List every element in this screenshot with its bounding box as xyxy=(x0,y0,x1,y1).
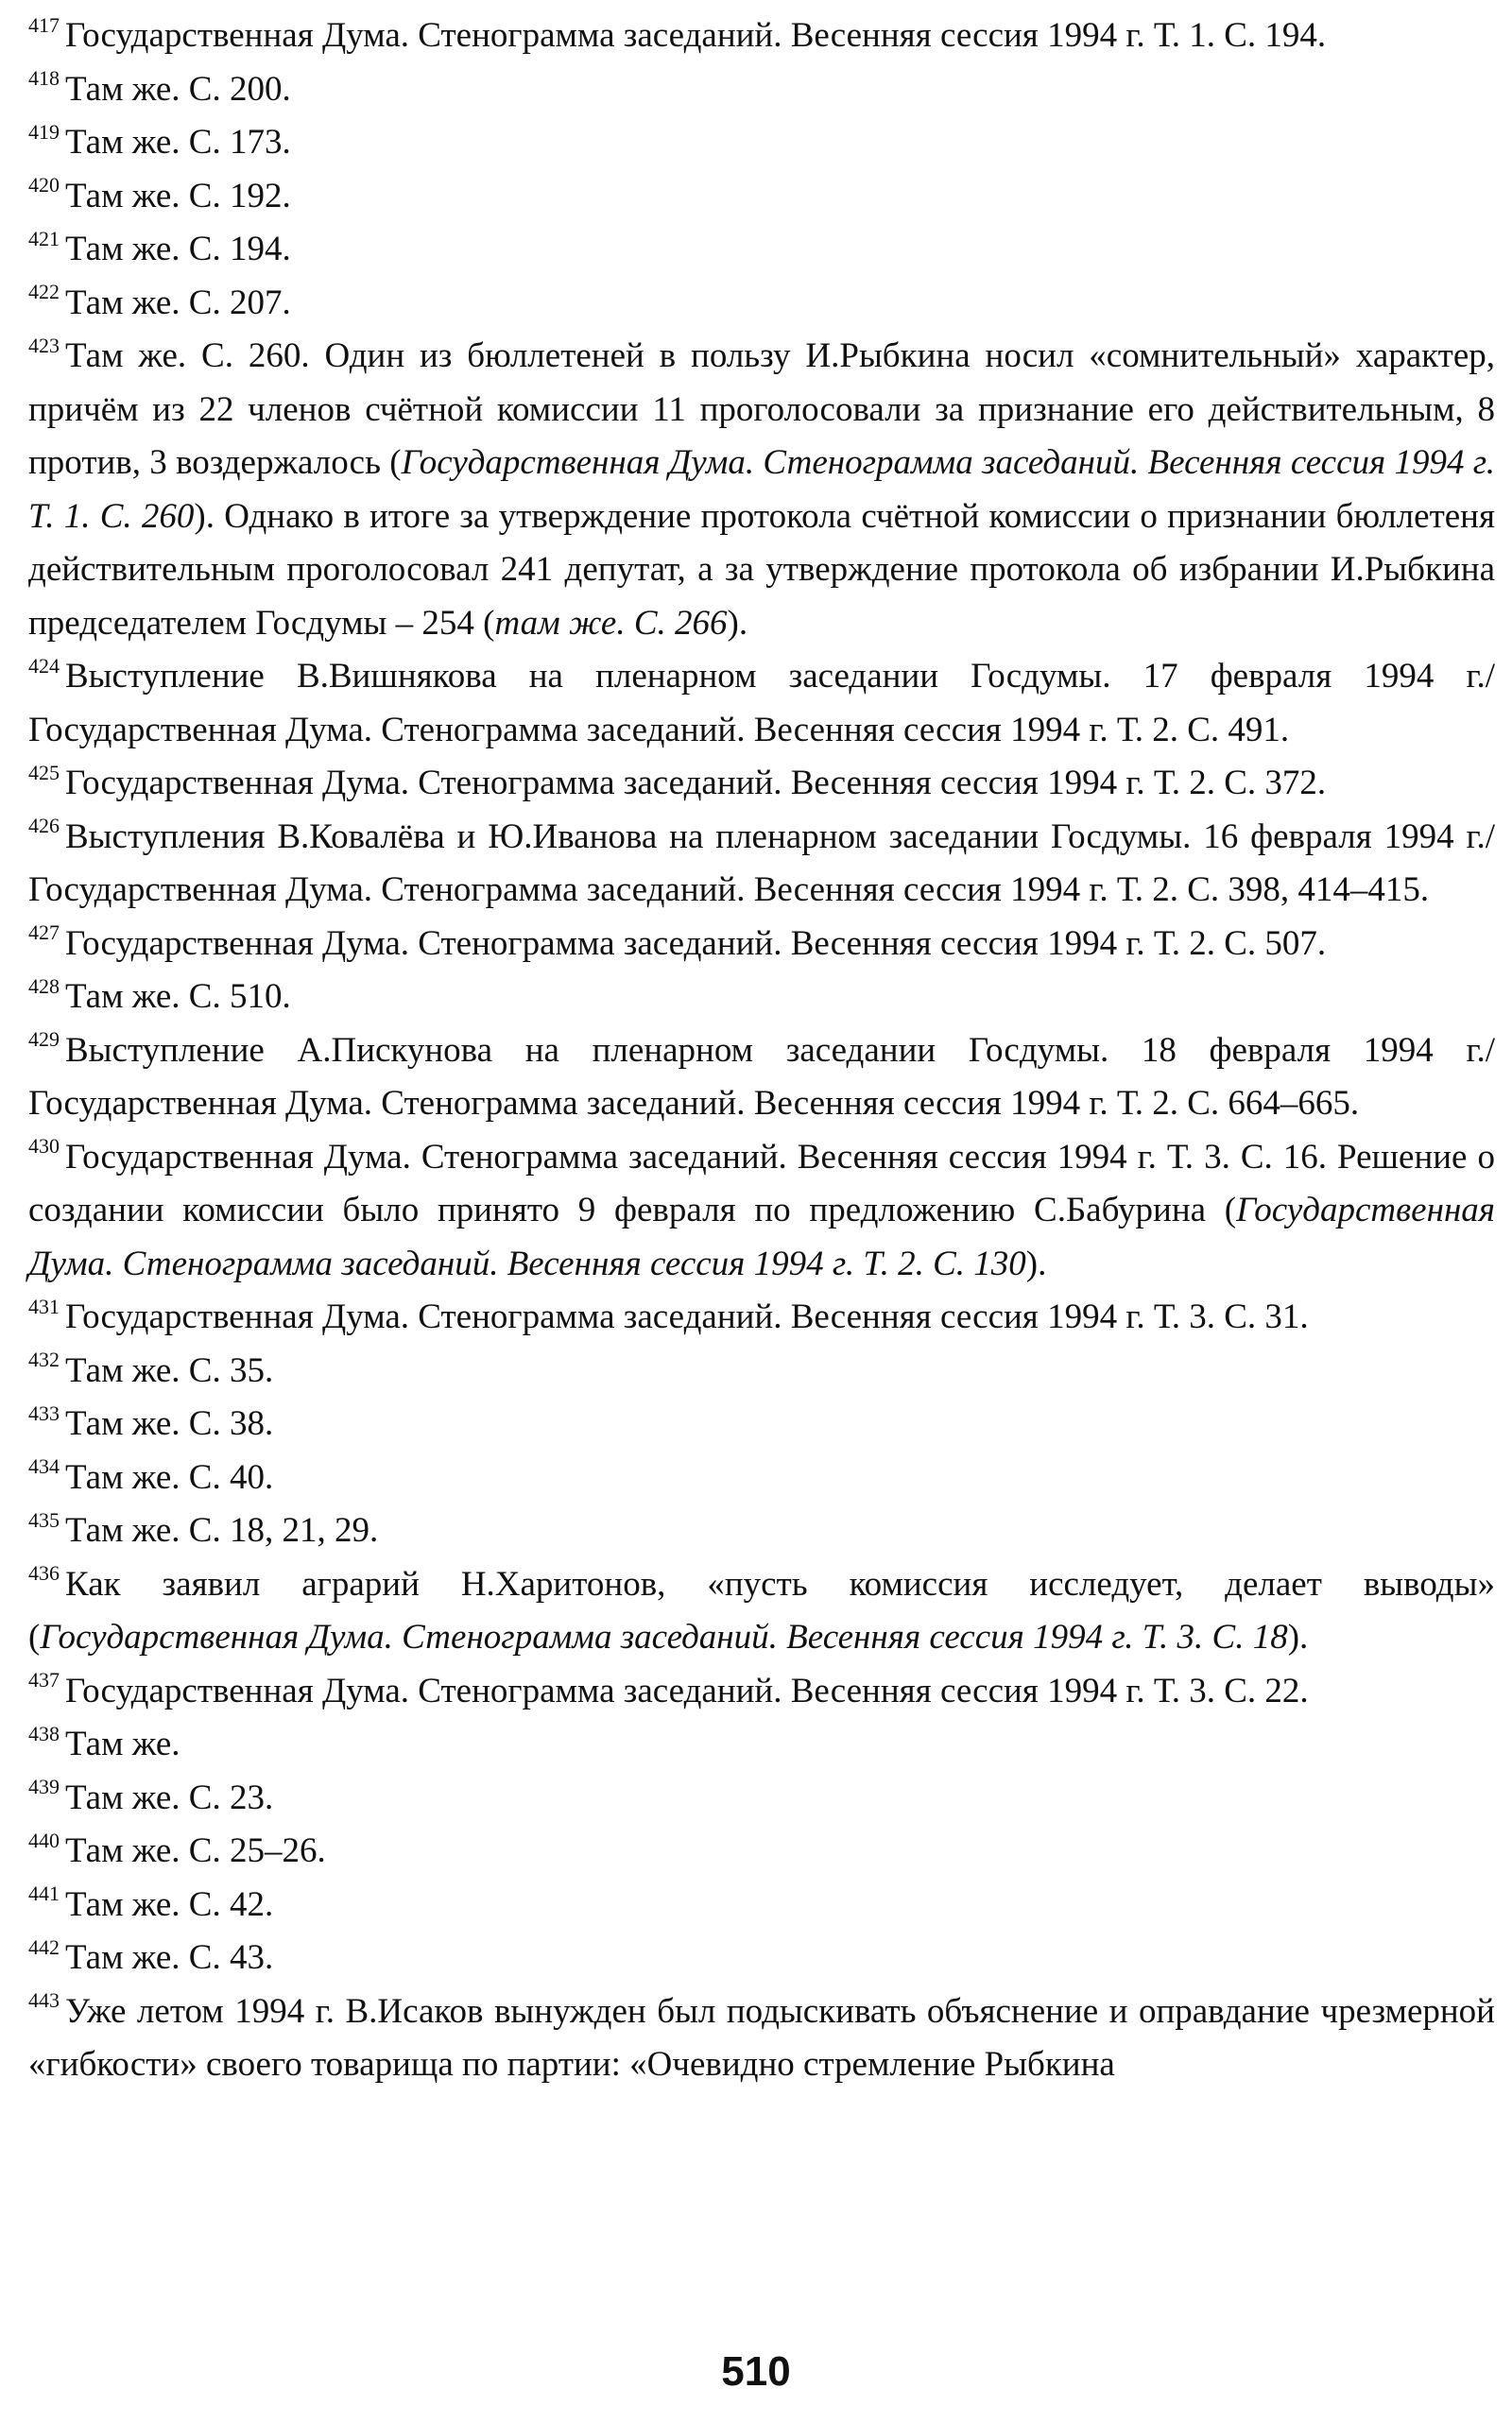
page-number: 510 xyxy=(721,2348,791,2395)
footnote-text: Там же. С. 35. xyxy=(65,1350,274,1390)
footnote-citation-italic: Государственная Дума. Стенограмма заседаний. Весенняя сессия 1994 г. Т. 1. С. 260 xyxy=(28,443,1495,536)
footnote-number: 417 xyxy=(28,12,60,37)
footnote xyxy=(28,918,1495,971)
footnote xyxy=(28,1825,1495,1879)
footnote xyxy=(28,1718,1495,1772)
footnote xyxy=(28,1879,1495,1933)
footnote-text: Там же. С. 200. xyxy=(65,69,291,109)
footnote-text: ). xyxy=(1287,1618,1309,1657)
footnote-number: 437 xyxy=(28,1668,60,1693)
footnote-number: 441 xyxy=(28,1882,60,1906)
footnote-text: Там же. С. 38. xyxy=(65,1404,274,1443)
footnote-number: 426 xyxy=(28,814,60,838)
footnote xyxy=(28,1932,1495,1985)
footnote-number: 442 xyxy=(28,1934,60,1959)
footnote-number: 425 xyxy=(28,760,60,784)
footnote-text: Там же. С. 260. Один из бюллетеней в пользу И.Рыбкина носил «сомнительный» характер, причём из 22 членов счётной комиссии 11 проголосовали за признание его действительным, 8 против, 3 воздержалось ( xyxy=(28,336,1495,482)
footnote-text: Государственная Дума. Стенограмма заседаний. Весенняя сессия 1994 г. Т. 3. С. 16. Решение о создании комиссии было принято 9 февраля по предложению С.Бабурина ( xyxy=(28,1137,1495,1229)
footnote xyxy=(28,811,1495,918)
footnote-text: Там же. С. 207. xyxy=(65,283,291,322)
footnote-text: Выступление В.Вишнякова на пленарном заседании Госдумы. 17 февраля 1994 г./Государственная Дума. Стенограмма заседаний. Весенняя сессия 1994 г. Т. 2. С. 491. xyxy=(28,657,1495,749)
footnote xyxy=(28,223,1495,277)
footnote xyxy=(28,277,1495,331)
footnote-number: 439 xyxy=(28,1775,60,1799)
footnote-number: 430 xyxy=(28,1134,60,1159)
footnote xyxy=(28,1772,1495,1826)
footnote-text: Государственная Дума. Стенограмма заседаний. Весенняя сессия 1994 г. Т. 2. С. 372. xyxy=(65,764,1327,802)
footnote xyxy=(28,757,1495,811)
footnote-number: 420 xyxy=(28,173,60,198)
footnote-text: Там же. С. 192. xyxy=(65,176,291,215)
footnote-number: 440 xyxy=(28,1828,60,1852)
footnote xyxy=(28,971,1495,1024)
footnotes-list xyxy=(28,9,1495,2092)
footnote xyxy=(28,650,1495,757)
footnote-citation-italic: Государственная Дума. Стенограмма заседаний. Весенняя сессия 1994 г. Т. 2. С. 130 xyxy=(28,1191,1495,1283)
footnote xyxy=(28,170,1495,224)
footnote-text: Там же. xyxy=(65,1725,180,1763)
footnote-number: 436 xyxy=(28,1561,60,1586)
footnote-number: 424 xyxy=(28,653,60,678)
footnote-text: ). xyxy=(727,603,748,643)
footnote xyxy=(28,1024,1495,1131)
footnote-number: 433 xyxy=(28,1401,60,1425)
footnote-number: 421 xyxy=(28,226,60,250)
footnote-text: Там же. С. 173. xyxy=(65,123,291,162)
footnote-text: Государственная Дума. Стенограмма заседаний. Весенняя сессия 1994 г. Т. 2. С. 507. xyxy=(65,923,1327,963)
footnote-text: ). xyxy=(1025,1244,1047,1283)
footnote-number: 435 xyxy=(28,1507,60,1532)
footnote-number: 428 xyxy=(28,973,60,998)
footnote-text: Выступления В.Ковалёва и Ю.Иванова на пленарном заседании Госдумы. 16 февраля 1994 г./Государственная Дума. Стенограмма заседаний. Весенняя сессия 1994 г. Т. 2. С. 398, 414–415. xyxy=(28,816,1495,909)
footnote-number: 427 xyxy=(28,920,60,945)
footnote xyxy=(28,116,1495,170)
footnote-number: 422 xyxy=(28,280,60,304)
footnote-text: Там же. С. 40. xyxy=(65,1457,274,1497)
footnote-number: 431 xyxy=(28,1294,60,1318)
footnote-text: Государственная Дума. Стенограмма заседаний. Весенняя сессия 1994 г. Т. 3. С. 22. xyxy=(65,1671,1309,1710)
footnote-text: Государственная Дума. Стенограмма заседаний. Весенняя сессия 1994 г. Т. 3. С. 31. xyxy=(65,1297,1309,1336)
footnote-text: Выступление А.Пискунова на пленарном заседании Госдумы. 18 февраля 1994 г./Государственная Дума. Стенограмма заседаний. Весенняя сессия 1994 г. Т. 2. С. 664–665. xyxy=(28,1030,1495,1123)
footnote-text: Там же. С. 194. xyxy=(65,230,291,268)
footnote-text: Там же. С. 23. xyxy=(65,1778,274,1817)
footnote-number: 418 xyxy=(28,66,60,91)
footnote-number: 438 xyxy=(28,1721,60,1745)
footnote xyxy=(28,63,1495,117)
footnote-text: Как заявил аграрий Н.Харитонов, «пусть комиссия исследует, делает выводы» ( xyxy=(28,1564,1495,1657)
footnote xyxy=(28,1665,1495,1719)
footnote-number: 429 xyxy=(28,1027,60,1052)
footnote-text: Там же. С. 42. xyxy=(65,1884,274,1924)
footnote-number: 434 xyxy=(28,1454,60,1479)
footnote-citation-italic: Государственная Дума. Стенограмма заседаний. Весенняя сессия 1994 г. Т. 3. С. 18 xyxy=(40,1618,1288,1657)
footnote-number: 432 xyxy=(28,1348,60,1372)
footnote-number: 443 xyxy=(28,1988,60,2013)
footnote-citation-italic: там же. С. 266 xyxy=(494,603,728,643)
footnote xyxy=(28,1452,1495,1505)
footnote-text: ). Однако в итоге за утверждение протокола счётной комиссии о признании бюллетеня действительным проголосовал 241 депутат, а за утверждение протокола об избрании И.Рыбкина председателем Госдумы – 254 ( xyxy=(28,496,1495,643)
footnote-text: Государственная Дума. Стенограмма заседаний. Весенняя сессия 1994 г. Т. 1. С. 194. xyxy=(65,16,1327,55)
footnote xyxy=(28,1398,1495,1452)
footnote-text: Там же. С. 25–26. xyxy=(65,1831,326,1870)
footnote xyxy=(28,1985,1495,2092)
footnote xyxy=(28,330,1495,650)
footnote xyxy=(28,1558,1495,1665)
footnote-text: Там же. С. 510. xyxy=(65,977,291,1016)
footnote xyxy=(28,1131,1495,1292)
footnote-number: 419 xyxy=(28,119,60,144)
footnote-number: 423 xyxy=(28,333,60,357)
footnote xyxy=(28,1345,1495,1399)
footnote-text: Там же. С. 18, 21, 29. xyxy=(65,1511,379,1550)
footnote-text: Уже летом 1994 г. В.Исаков вынужден был подыскивать объяснение и оправдание чрезмерной «гибкости» своего товарища по партии: «Очевидно стремление Рыбкина xyxy=(28,1991,1495,2084)
footnote xyxy=(28,1291,1495,1345)
footnote xyxy=(28,9,1495,63)
footnote xyxy=(28,1504,1495,1558)
footnote-text: Там же. С. 43. xyxy=(65,1938,274,1977)
